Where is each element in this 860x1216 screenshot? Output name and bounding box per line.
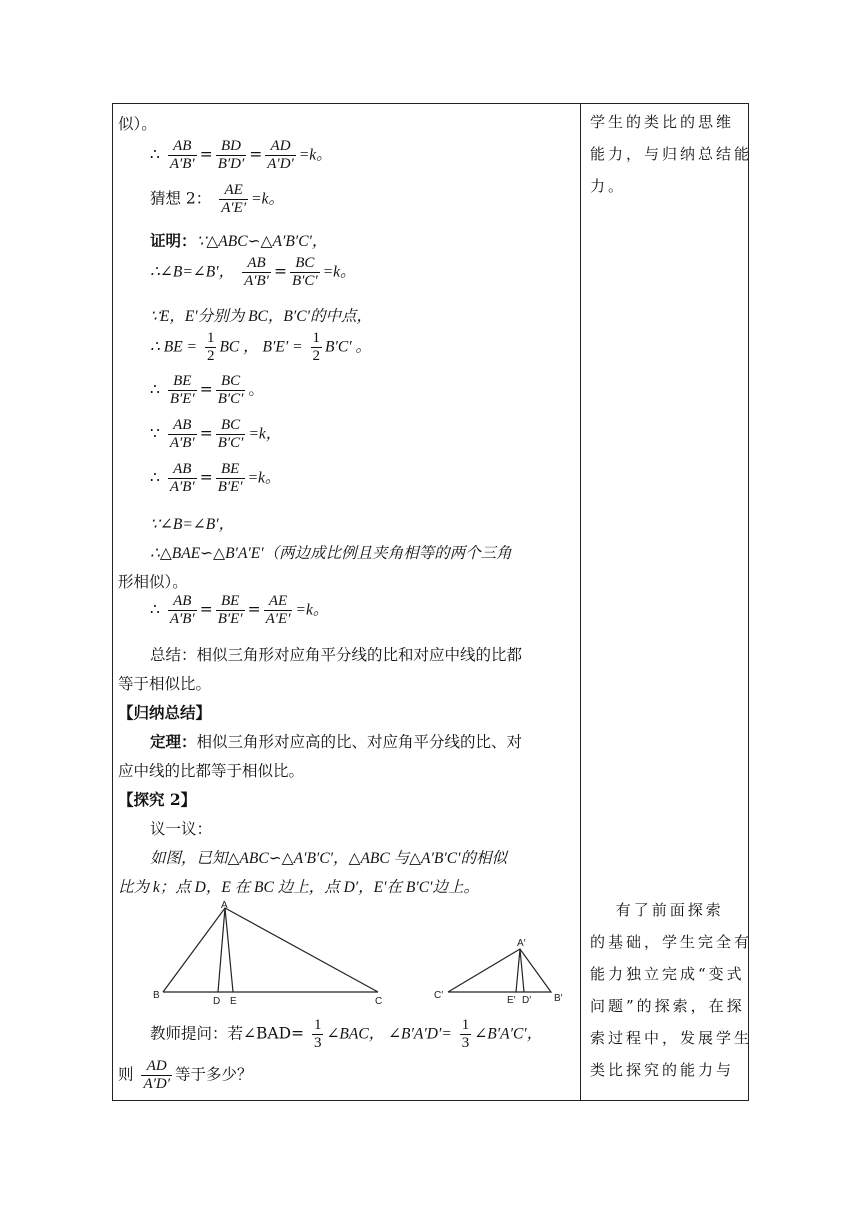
- label-a: A: [221, 900, 228, 911]
- text-line: 形相似）。: [118, 573, 188, 591]
- proof-line: 证明：∵△ABC∽△A′B′C′，: [150, 231, 328, 250]
- conjecture-line: 猜想 2： $\frac{AE}{A'E'}$ =k。: [150, 182, 284, 216]
- segment-a-prime-e-prime: [516, 949, 520, 992]
- question-line: 教师提问：若∠BAD= $\frac{1}{3}$ ∠BAC， ∠B′A′D′= $\frac{1}{3}$ ∠B′A′C′，: [150, 1017, 543, 1051]
- note-line: 问题”的探索，在探: [590, 997, 745, 1015]
- text-line: 议一议：: [150, 820, 213, 838]
- design-note-top: [590, 106, 753, 202]
- note-line: 能力独立完成“变式: [590, 965, 745, 983]
- segment-ae: [225, 908, 233, 992]
- text-line: ∴△BAE∽△B′A′E′（两边成比例且夹角相等的两个三角: [150, 545, 512, 562]
- segment-a-prime-d-prime: [520, 949, 524, 992]
- label-b-prime: B′: [554, 993, 563, 1004]
- ratio-line: ∴ $\frac{BE}{B'E'}$ = $\frac{BC}{B'C'}$ 。: [150, 373, 264, 407]
- text-line: 如图，已知△ABC∽△A′B′C′，△ABC 与△A′B′C′的相似: [150, 850, 507, 867]
- ratio-line: ∴ $\frac{AB}{A'B'}$ = $\frac{BE}{B'E'}$ =k。: [150, 461, 281, 495]
- note-line: 力。: [590, 177, 627, 195]
- column-divider: [580, 103, 581, 1101]
- label-a-prime: A′: [517, 938, 526, 949]
- ratio-line: ∴ $\frac{AB}{A'B'}$ = $\frac{BE}{B'E'}$ = $\frac{AE}{A'E'}$ =k。: [150, 593, 329, 627]
- text-line: ∵∠B=∠B′，: [150, 516, 235, 533]
- label-b: B: [153, 990, 160, 1001]
- triangle-abc: [163, 908, 378, 992]
- section-heading: 【探究 2】: [118, 790, 197, 809]
- label-e-prime: E′: [507, 995, 516, 1006]
- summary-line: 等于相似比。: [118, 675, 212, 693]
- segment-ad: [218, 908, 225, 992]
- text-line: 似）。: [118, 115, 157, 133]
- ratio-line: ∴ BE = $\frac{1}{2}$ BC ， B′E′ = $\frac{1}{2}$ B′C′ 。: [150, 330, 371, 364]
- ratio-line: ∴ $\frac{AB}{A'B'}$ = $\frac{BD}{B'D'}$ = $\frac{AD}{A'D'}$ =k。: [150, 138, 332, 172]
- note-line: 类比探究的能力与: [590, 1061, 735, 1079]
- note-line: 学生的类比的思维: [590, 113, 735, 131]
- note-line: 有了前面探索: [590, 901, 724, 919]
- note-line: 的基础，学生完全有: [590, 933, 753, 951]
- ratio-line: ∴∠B=∠B′， $\frac{AB}{A'B'}$ = $\frac{BC}{B'C'}$ =k。: [150, 255, 356, 289]
- ratio-line: ∵ $\frac{AB}{A'B'}$ = $\frac{BC}{B'C'}$ =k，: [150, 417, 282, 451]
- label-c: C: [375, 996, 383, 1007]
- label-d-prime: D′: [522, 995, 532, 1006]
- triangle-a-prime: [448, 949, 551, 992]
- summary-line: 总结：相似三角形对应角平分线的比和对应中线的比都: [150, 646, 523, 664]
- theorem-line: 应中线的比都等于相似比。: [118, 762, 305, 780]
- label-d: D: [213, 996, 221, 1007]
- question-line: 则 $\frac{AD}{A'D'}$ 等于多少？: [118, 1058, 253, 1092]
- label-e: E: [230, 996, 237, 1007]
- triangle-figure: [150, 898, 570, 1008]
- theorem-line: 定理：相似三角形对应高的比、对应角平分线的比、对: [150, 732, 523, 751]
- text-line: ∵E，E′分别为 BC，B′C′的中点，: [150, 308, 372, 325]
- note-line: 能力，与归纳总结能: [590, 145, 753, 163]
- section-heading: 【归纳总结】: [118, 703, 212, 722]
- note-line: 索过程中，发展学生: [590, 1029, 753, 1047]
- design-note-bottom: [590, 894, 753, 1086]
- text-line: 比为 k；点 D，E 在 BC 边上，点 D′，E′在 B′C′边上。: [118, 879, 480, 896]
- label-c-prime: C′: [434, 990, 444, 1001]
